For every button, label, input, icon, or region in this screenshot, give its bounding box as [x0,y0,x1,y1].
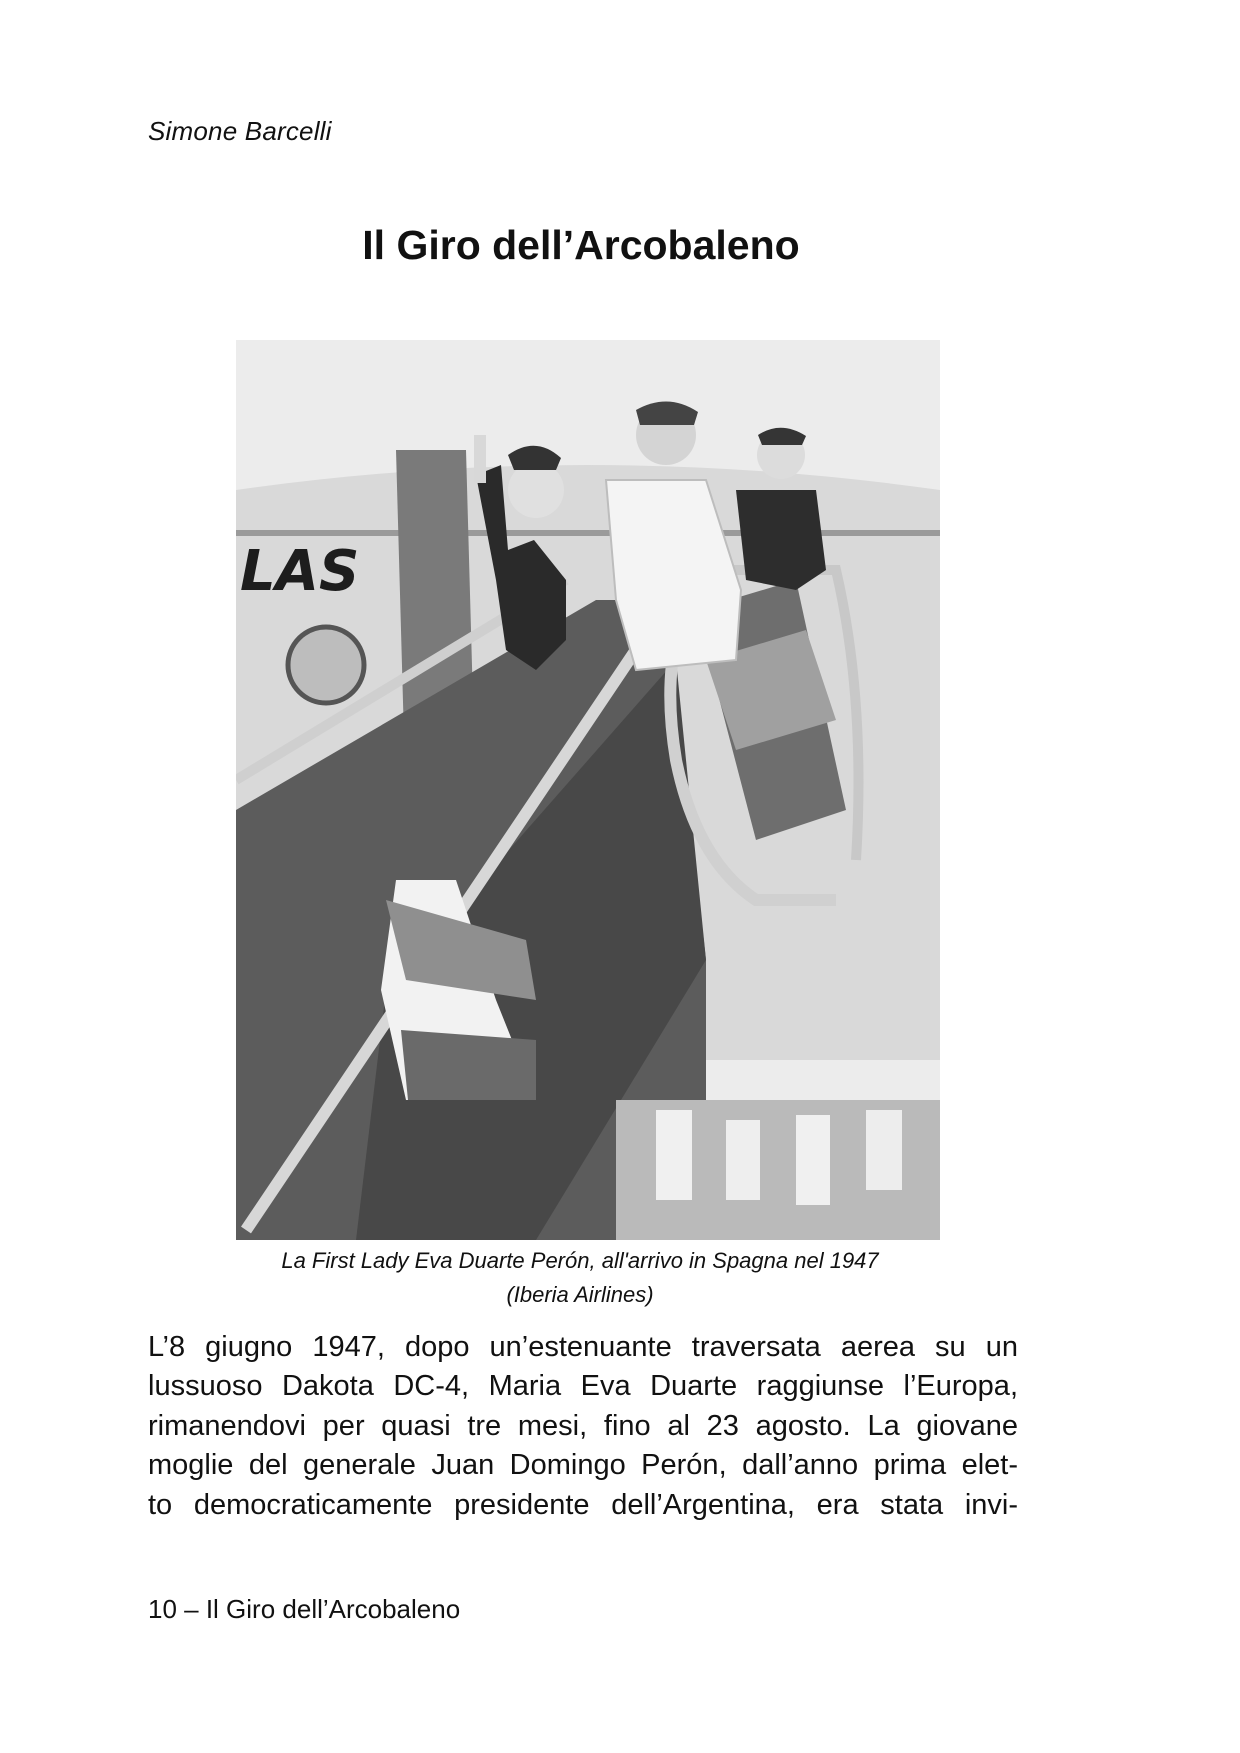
body-line-3: rimanendovi per quasi tre mesi, fino al 23 agosto. La giovane [148,1409,1018,1442]
fuselage-lettering: LAS [240,539,360,604]
body-paragraph [148,1328,1018,1525]
photograph [236,340,940,1240]
photograph-illustration [236,340,940,1240]
figure-caption-line2: (Iberia Airlines) [506,1282,654,1307]
body-line-1: L’8 giugno 1947, dopo un’estenuante traversata aerea su un [148,1331,1018,1363]
figure-caption [160,1244,1000,1312]
running-header-author: Simone Barcelli [148,116,332,146]
page-footer: 10 – Il Giro dell’Arcobaleno [148,1594,461,1624]
body-line-2: lussuoso Dakota DC-4, Maria Eva Duarte raggiunse l’Europa, [148,1370,1018,1403]
body-line-5: to democraticamente presidente dell’Argentina, era stata invi- [148,1488,1018,1521]
figure-caption-line1: La First Lady Eva Duarte Perón, all'arrivo in Spagna nel 1947 [281,1248,879,1273]
chapter-title: Il Giro dell’Arcobaleno [362,222,800,268]
body-line-4: moglie del generale Juan Domingo Perón, dall’anno prima elet- [148,1449,1018,1482]
